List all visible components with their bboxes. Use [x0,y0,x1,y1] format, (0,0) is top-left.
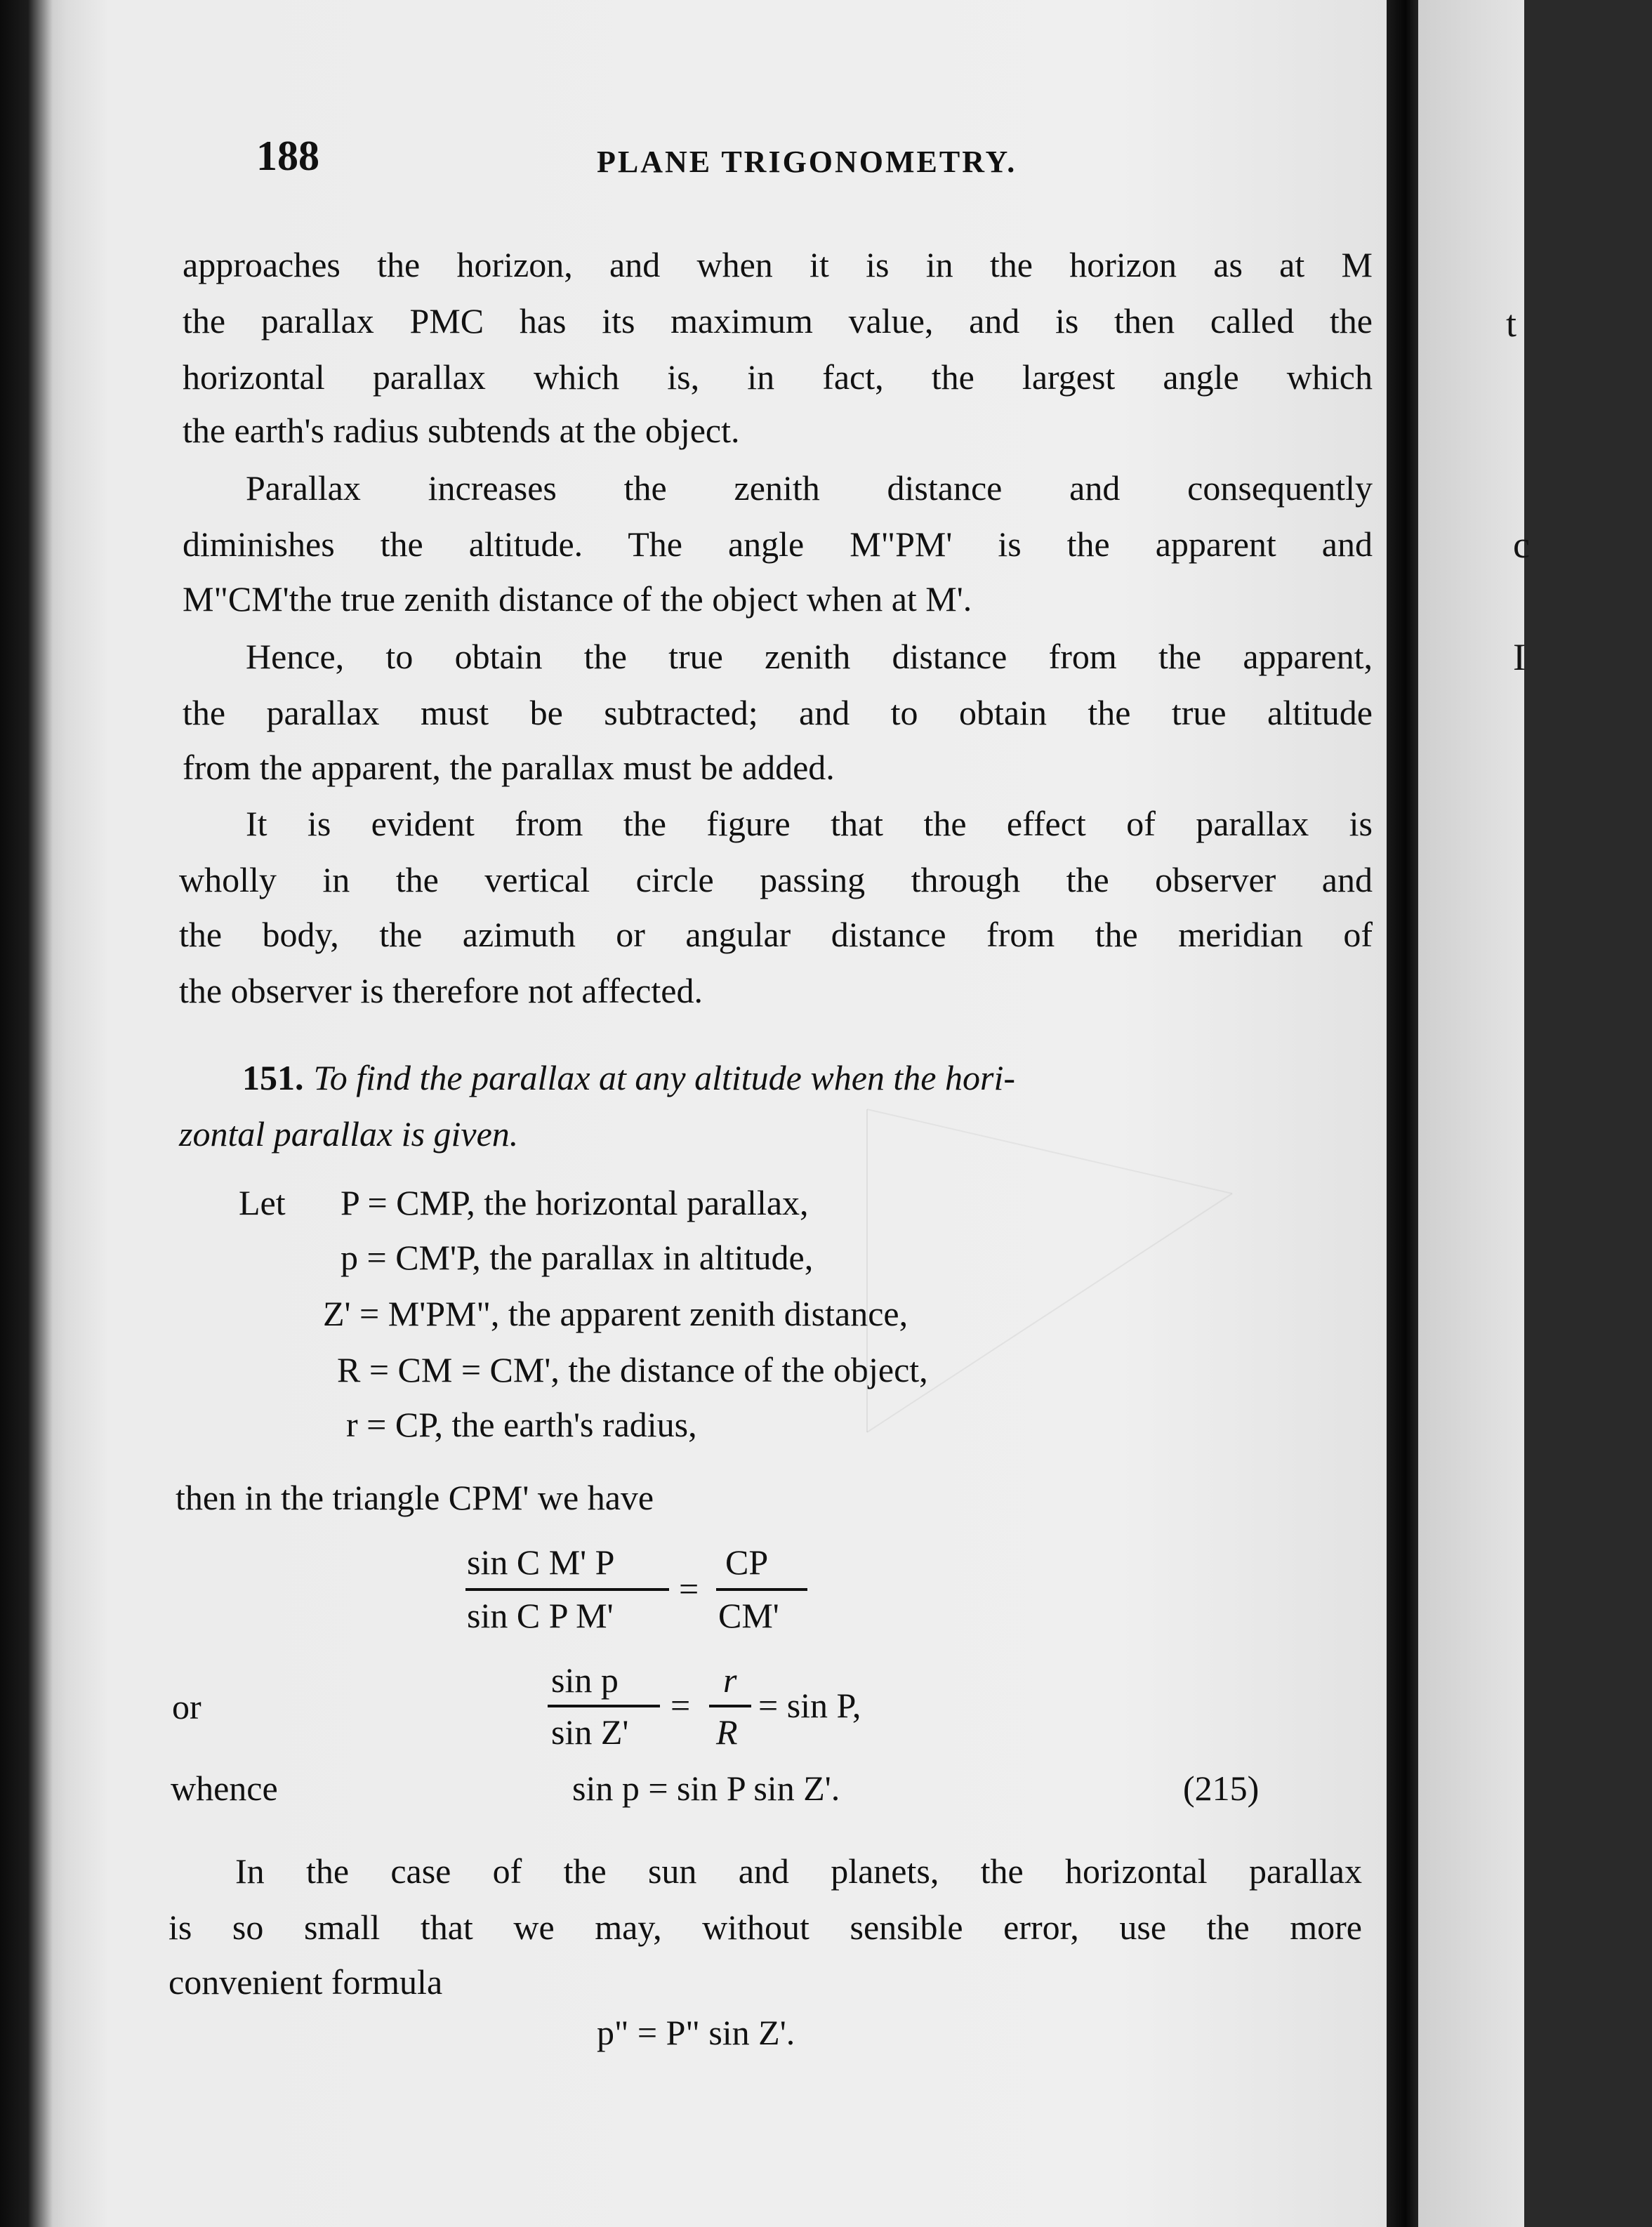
next-page-edge [1418,0,1530,2227]
section-heading [242,1060,1548,1095]
text-line: then in the triangle CPM' we have [176,1478,654,1517]
eq2-lhs-denominator: sin Z' [551,1712,629,1752]
text-line: the body, the azimuth or angular distance from the meridian of [179,915,1373,954]
eq1-rhs-fraction-bar [716,1588,807,1591]
next-page-fragment: I [1513,636,1526,678]
let-word: Let [239,1183,286,1222]
text-line: M"CM'the true zenith distance of the object when at M'. [183,579,972,619]
text-line: approaches the horizon, and when it is in the horizon as at M [183,245,1373,284]
text-line: diminishes the altitude. The angle M"PM' is the apparent and [183,524,1373,564]
text-line: Hence, to obtain the true zenith distance from the apparent, [246,637,1373,676]
text-line: Parallax increases the zenith distance and consequently [246,468,1373,508]
definition-item: Z' = M'PM", the apparent zenith distance, [323,1294,908,1333]
show-through-figure [839,1095,1260,1446]
eq2-equals: = [670,1686,691,1725]
page [67,0,1390,2227]
text-line: In the case of the sun and planets, the horizontal parallax [235,1851,1362,1891]
section-number: 151. [242,1058,304,1097]
eq2-label: or [172,1687,201,1726]
equation-number: (215) [1183,1769,1260,1808]
eq2-rhs-denominator: R [716,1712,738,1752]
book-left-edge [0,0,77,2227]
text-line: the earth's radius subtends at the object. [183,411,740,450]
eq1-rhs-numerator: CP [725,1542,769,1582]
definition-item: R = CM = CM', the distance of the object, [337,1350,928,1389]
eq1-lhs-fraction-bar [465,1588,669,1591]
eq1-lhs-denominator: sin C P M' [467,1596,614,1635]
text-line: the parallax PMC has its maximum value, and is then called the [183,301,1373,341]
eq2-tail: = sin P, [758,1686,861,1725]
eq2-rhs-numerator: r [723,1660,737,1700]
eq1-equals: = [679,1569,699,1608]
definition-item: p = CM'P, the parallax in altitude, [341,1238,814,1277]
definition-item: P = CMP, the horizontal parallax, [341,1183,809,1222]
definition-item: r = CP, the earth's radius, [346,1405,697,1444]
eq4-formula: p" = P" sin Z'. [597,2013,795,2052]
text-line: the observer is therefore not affected. [179,971,703,1010]
text-line: convenient formula [168,1962,443,2002]
text-line: the parallax must be subtracted; and to obtain the true altitude [183,693,1373,732]
text-line: from the apparent, the parallax must be added. [183,748,835,787]
page-number: 188 [256,133,319,179]
next-page-fragment: t [1506,303,1517,345]
eq3-formula: sin p = sin P sin Z'. [572,1769,840,1808]
text-line: is so small that we may, without sensible error, use the more [168,1908,1362,1947]
eq2-rhs-fraction-bar [709,1705,751,1707]
next-page-fragment: c [1513,524,1530,566]
book-gutter [1387,0,1418,2227]
text-line: horizontal parallax which is, in fact, the largest angle which [183,357,1373,397]
section-heading-continued: zontal parallax is given. [179,1114,519,1154]
text-line: wholly in the vertical circle passing through the observer and [179,860,1373,899]
running-title: PLANE TRIGONOMETRY. [597,145,1017,179]
text-line: It is evident from the figure that the effect of parallax is [246,804,1373,843]
eq2-lhs-fraction-bar [548,1705,660,1707]
eq3-label: whence [171,1769,278,1808]
section-heading-text: To find the parallax at any altitude when the hori- [313,1058,1015,1097]
eq1-rhs-denominator: CM' [718,1596,779,1635]
eq1-lhs-numerator: sin C M' P [467,1542,615,1582]
eq2-lhs-numerator: sin p [551,1660,619,1700]
